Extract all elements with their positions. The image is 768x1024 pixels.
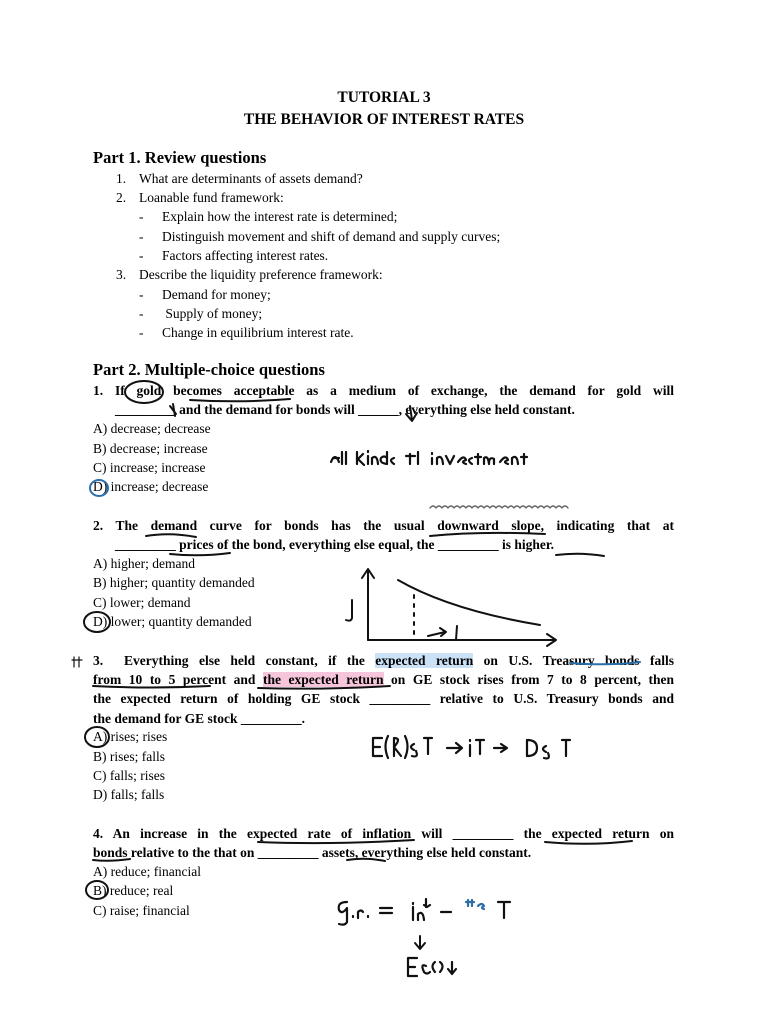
part1-q2-sub-3 [139,248,328,264]
mcq-3-stem-line3: the expected return of holding GE stock _________ relative to U.S. Treasury bonds and [93,691,674,706]
highlight-expected-return-ge: the expected return [262,672,384,687]
bullet-dash: - [139,229,144,244]
arrow-down-formula [415,936,425,949]
stem-text: from 10 to 5 percent and [93,672,263,687]
question-text: Loanable fund framework: [139,190,284,205]
mcq-3-stem-line2 [93,672,674,688]
mcq-1-option-d: D) increase; decrease [93,479,209,494]
stem-text: on U.S. Treasury bonds falls [473,653,674,668]
scribble-mark [430,506,568,508]
note-real-rate-formula [339,899,510,925]
mcq-3-option-a: A) rises; rises [93,729,168,744]
stem-text: on GE stock rises from 7 to 8 percent, then [383,672,674,687]
mcq-1-option-b: B) decrease; increase [93,441,208,456]
graph-mark [456,626,457,640]
mcq-3-option-d: D) falls; falls [93,787,165,802]
mcq-1-stem-line2: _________ and the demand for bonds will ______, everything else held constant. [115,402,575,417]
mcq-2-stem-line2: _________ prices of the bond, everything else equal, the _________ is higher. [115,537,555,552]
sub-item-text: Demand for money; [162,287,271,302]
question-number: 2. [116,190,127,205]
mcq-4-option-a: A) reduce; financial [93,864,201,879]
margin-mark [72,657,82,667]
bullet-dash: - [139,209,144,224]
bullet-dash: - [139,287,144,302]
graph-demand-curve [398,580,540,625]
bullet-dash: - [139,248,144,263]
mcq-2-option-c: C) lower; demand [93,595,191,610]
graph-y-axis [362,569,374,640]
sub-item-text: Change in equilibrium interest rate. [162,325,354,340]
sub-item-text: Supply of money; [162,306,263,321]
highlight-expected-return: expected return [375,653,474,668]
mcq-4-stem-line1: 4. An increase in the expected rate of inflation will _________ the expected return on [93,826,674,841]
part1-q3-sub-2 [139,306,262,322]
mcq-2-option-a: A) higher; demand [93,556,195,571]
underline-higher [556,554,604,556]
demand-graph [346,569,556,646]
mcq-3-stem-line1 [93,653,674,669]
graph-down-arrow-j [346,600,352,621]
question-number: 3. [116,267,127,282]
note-all-kinds-of-investment [331,451,527,465]
mcq-4-stem-line2: bonds relative to the that on _________ assets, everything else held constant. [93,845,532,860]
part1-q2-sub-2 [139,229,500,245]
part2-heading: Part 2. Multiple-choice questions [93,360,325,379]
mcq-1-option-a: A) decrease; decrease [93,421,211,436]
note-expected-return-chain [373,736,570,758]
question-number: 1. [116,171,127,186]
mcq-1-stem-line1: 1. If gold becomes acceptable as a medium of exchange, the demand for gold will [93,383,674,398]
underline-acceptable [190,399,290,401]
part1-question-3 [116,267,383,283]
mcq-3-stem-line4: the demand for GE stock _________. [93,711,306,726]
part1-q3-sub-1 [139,287,271,303]
part1-q2-sub-1 [139,209,397,225]
part1-heading: Part 1. Review questions [93,148,267,167]
sub-item-text: Distinguish movement and shift of demand and supply curves; [162,229,501,244]
graph-arrow [428,628,446,636]
bullet-dash: - [139,306,144,321]
mcq-4-option-b: B) reduce; real [93,883,174,898]
mcq-3-option-b: B) rises; falls [93,749,165,764]
tutorial-title: TUTORIAL 3 [337,89,431,106]
graph-x-axis [368,634,556,646]
part1-q3-sub-3 [139,325,354,341]
mcq-2-option-b: B) higher; quantity demanded [93,575,255,590]
question-text: What are determinants of assets demand? [139,171,363,186]
underline-prices [170,553,230,555]
part1-question-2 [116,190,284,206]
mcq-2-option-d: D) lower; quantity demanded [93,614,252,629]
bullet-dash: - [139,325,144,340]
mcq-2-stem-line1: 2. The demand curve for bonds has the usual downward slope, indicating that at [93,518,674,533]
question-text: Describe the liquidity preference framework: [139,267,383,282]
tutorial-subtitle: THE BEHAVIOR OF INTEREST RATES [243,111,525,128]
sub-item-text: Factors affecting interest rates. [162,248,329,263]
part1-question-1 [116,171,363,187]
mcq-1-option-c: C) increase; increase [93,460,206,475]
sub-item-text: Explain how the interest rate is determined; [162,209,398,224]
mcq-4-option-c: C) raise; financial [93,903,190,918]
note-expected-return-down [408,958,456,976]
mcq-3-option-c: C) falls; rises [93,768,165,783]
stem-text: 3. Everything else held constant, if the [93,653,376,668]
